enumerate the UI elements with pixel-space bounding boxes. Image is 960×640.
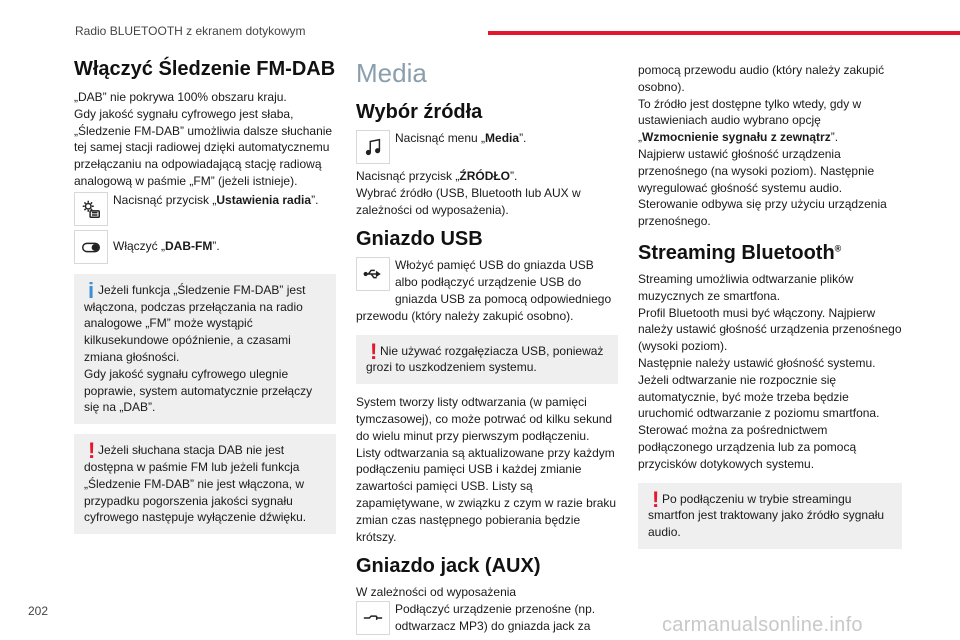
info-box-text: Jeżeli funkcja „Śledzenie FM-DAB” jest włączona, podczas przełączania na radio analogowe „FM” może wystąpić kilkusekundowe opóźnienie, a czasami zmiana głośności. Gdy jakość sygnału cyfrowego ulegnie poprawie, system automatycznie przełączy się na „DAB”. [84,282,313,415]
usb-playlist-text: System tworzy listy odtwarzania (w pamięci tymczasowej), co może potrwać od kilku sekund do wielu minut przy pierwszym podłączeniu. Listy odtwarzania są aktualizowane przy każdym podłączeniu pamięci USB i każdej zmianie zawartości pamięci USB. Listy są zapamiętywane, w związku z czym w razie braku zmian czas następnego pobierania będzie krótszy. [356,395,617,544]
step-media-menu-text: Nacisnąć menu „Media”. [395,131,527,145]
warning-box-text: Jeżeli słuchana stacja DAB nie jest dostępna w paśmie FM lub jeżeli funkcja „Śledzenie FM-DAB” nie jest włączona, w przypadku pogorszenia jakości sygnału cyfrowego następuje wyłączenie dźwięku. [84,443,307,525]
step-dab-fm-text: Włączyć „DAB-FM”. [113,238,220,253]
watermark: carmanualsonline.info [662,614,863,636]
section-title-media: Media [356,58,427,88]
settings-icon [74,192,108,226]
info-box-fm-dab [74,274,336,424]
source-instructions: Nacisnąć przycisk „ŹRÓDŁO”. Wybrać źródło (USB, Bluetooth lub AUX w zależności od wyposażenia). [356,169,581,217]
header-accent-bar [488,31,960,35]
music-note-icon [356,130,390,164]
column-bluetooth [638,62,902,549]
heading-jack-aux: Gniazdo jack (AUX) [356,555,541,578]
heading-usb-port: Gniazdo USB [356,228,483,251]
warning-box-usb [356,335,618,385]
column-fm-dab [74,58,336,534]
fm-dab-intro: „DAB” nie pokrywa 100% obszaru kraju. Gdy jakość sygnału cyfrowego jest słaba, „Śledzenie FM-DAB” umożliwia dalsze słuchanie tej samej stacji radiowej dzięki automatycznemu przełączaniu na odpowiadającą stację radiową analogową w paśmie „FM” (jeżeli istnieje). [74,90,333,188]
step-jack-text: Podłączyć urządzenie przenośne (np. odtwarzacz MP3) do gniazda jack za [395,602,596,633]
jack-equipment-note: W zależności od wyposażenia [356,585,517,600]
usb-icon [356,257,390,291]
warning-icon: ! [652,486,660,512]
page-header-title: Radio BLUETOOTH z ekranem dotykowym [75,24,306,38]
toggle-switch-icon [74,230,108,264]
info-icon: i [88,277,95,303]
bluetooth-text: Streaming umożliwia odtwarzanie plików muzycznych ze smartfona. Profil Bluetooth musi być włączony. Najpierw należy ustawić głośność urządzenia przenośnego (wysoki poziom). Następnie należy ustawić głośność systemu. Jeżeli odtwarzanie nie rozpocznie się automatycznie, być może trzeba będzie uruchomić odtwarzanie z poziomu smartfona. Sterować można za pośrednictwem podłączonego urządzenia lub za pomocą przycisków dotykowych systemu. [638,271,902,471]
heading-bluetooth-streaming: Streaming Bluetooth® [638,241,842,264]
heading-source-selection: Wybór źródła [356,101,483,123]
step-usb [356,257,618,324]
warning-box-bluetooth-text: Po podłączeniu w trybie streamingu smartfon jest traktowany jako źródło sygnału audio. [648,491,885,540]
step-radio-settings [74,192,336,226]
column-media [356,58,618,635]
jack-continued-text: pomocą przewodu audio (który należy zakupić osobno). To źródło jest dostępne tylko wtedy, gdy w ustawieniach audio wybrano opcję „Wzmocnienie sygnału z zewnątrz”. Najpierw ustawić głośność urządzenia przenośnego (na wysoki poziom). Następnie wyregulować głośność systemu audio. Sterowanie odbywa się przy użyciu urządzenia przenośnego. [638,63,887,229]
step-usb-text: Włożyć pamięć USB do gniazda USB albo podłączyć urządzenie USB do gniazda USB za pomocą odpowiedniego przewodu (który należy zakupić osobno). [356,258,612,323]
heading-fm-dab: Włączyć Śledzenie FM-DAB [74,58,336,80]
warning-box-usb-text: Nie używać rozgałęziacza USB, ponieważ grozi to uszkodzeniem systemu. [366,343,604,375]
step-radio-settings-text: Nacisnąć przycisk „Ustawienia radia”. [113,192,319,207]
warning-box-bluetooth [638,483,902,549]
warning-icon: ! [370,338,378,364]
page-number: 202 [28,604,49,618]
warning-icon: ! [88,438,96,464]
warning-box-fm-dab [74,434,336,534]
step-dab-fm [74,230,336,264]
step-jack [356,601,618,635]
jack-plug-icon [356,601,390,635]
step-media-menu [356,130,618,164]
